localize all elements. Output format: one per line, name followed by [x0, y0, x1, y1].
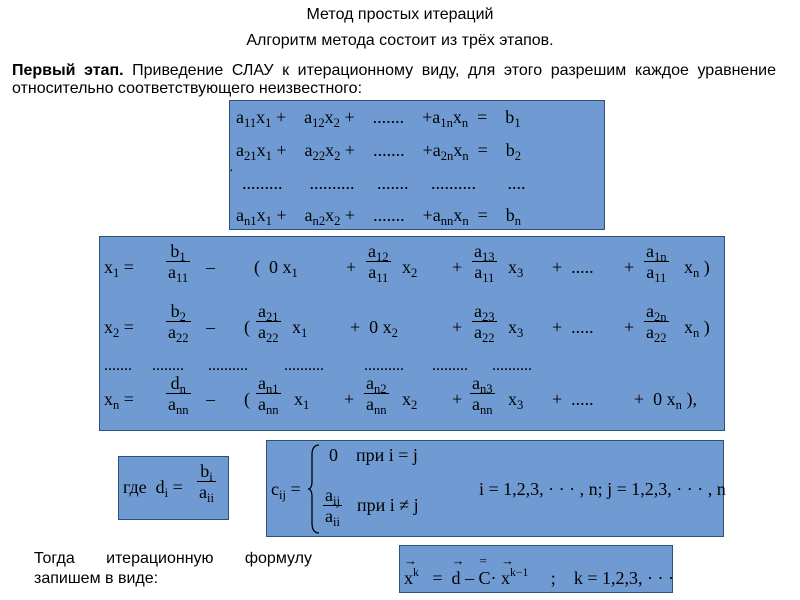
d-definition-box: где $d_i$ = $b_i$ $a_{ii}$	[118, 456, 229, 520]
cij-case2-condition: при i ≠ j	[357, 495, 419, 515]
slau-system-box	[229, 100, 605, 230]
cij-case1-condition: при i = j	[356, 445, 418, 465]
slau-marker-dot: ·	[229, 161, 234, 177]
footer-text: Тогда итерационную формулу запишем в виде:	[34, 550, 312, 587]
slau-dots-row: ......... .......... ....... .......... ....	[242, 173, 526, 193]
k-range: k = 1,2,3, · · ·	[573, 568, 674, 588]
cij-definition-box: $c_{ij}$ = 0 при i = j $a_{ij}$ $a_{ii}$ при i ≠ j i = 1,2,3, · · · , n; j = 1,2,3, · · · , n	[266, 440, 724, 537]
page-subtitle: Алгоритм метода состоит из трёх этапов.	[246, 32, 554, 49]
left-brace-icon	[307, 443, 321, 535]
cij-index-range: i = 1,2,3, · · · , n; j = 1,2,3, · · · , n	[479, 479, 726, 499]
iteration-form-box: $x_1$ = $b_1$ $a_{11}$ – ( 0 $x_1$ + $a_{12}$ $a_{11}$ $x_2$ + $a_{13}$ $a_{11}$ $x_3$ + ..... + $a_{1n}$ $a_{11}$ $x_n$ ) $x_2$ = $b_2$ $a_{22}$ – ( $a_{21}$ $a_{22}$ $x_1$ + 0 $x_2$ + $a_{23}$ $a_{22}$ $x_3$ + ..... + $a_{2n}$ $a_{22}$ $x_n$ ) ....... ........ .......... .......... .......... ......... .......... $x_n$ = $d_n$ $a_{nn}$ – ( $a_{n1}$ $a_{nn}$ $x_1$ + $a_{n2}$ $a_{nn}$ $x_2$ + $a_{n3}$ $a_{nn}$ $x_3$ + ..... + 0 $x_n$ ),	[99, 236, 725, 431]
cij-case1-value: 0	[329, 445, 338, 465]
stage-text: Приведение СЛАУ к итерационному виду, для этого разрешим каждое уравнение относительно соответствующего неизвестного:	[12, 62, 777, 97]
stage-one-paragraph	[12, 62, 776, 98]
page-title: Метод простых итераций	[306, 6, 494, 23]
iteration-formula-box: → $x^k$ = → d – = $C\cdot \to x^{k-1}$ ; k = 1,2,3, · · ·	[399, 545, 673, 593]
slau-row-2: $a_{21}x_1$ + $a_{22}x_2$ + ....... $+a_{2n}x_n$ = $b_2$	[236, 140, 522, 163]
gde-label: где	[123, 477, 147, 497]
slau-row-n: $a_{n1}x_1$ + $a_{n2}x_2$ + ....... $+a_{nn}x_n$ = $b_n$	[236, 205, 522, 228]
iteration-dots-row: ....... ........ .......... .......... .......... ......... ..........	[104, 357, 532, 374]
slau-row-1: $a_{11}x_1$ + $a_{12}x_2$ + ....... $+a_{1n}x_n$ = $b_1$	[236, 107, 521, 130]
stage-label: Первый этап.	[12, 62, 124, 79]
